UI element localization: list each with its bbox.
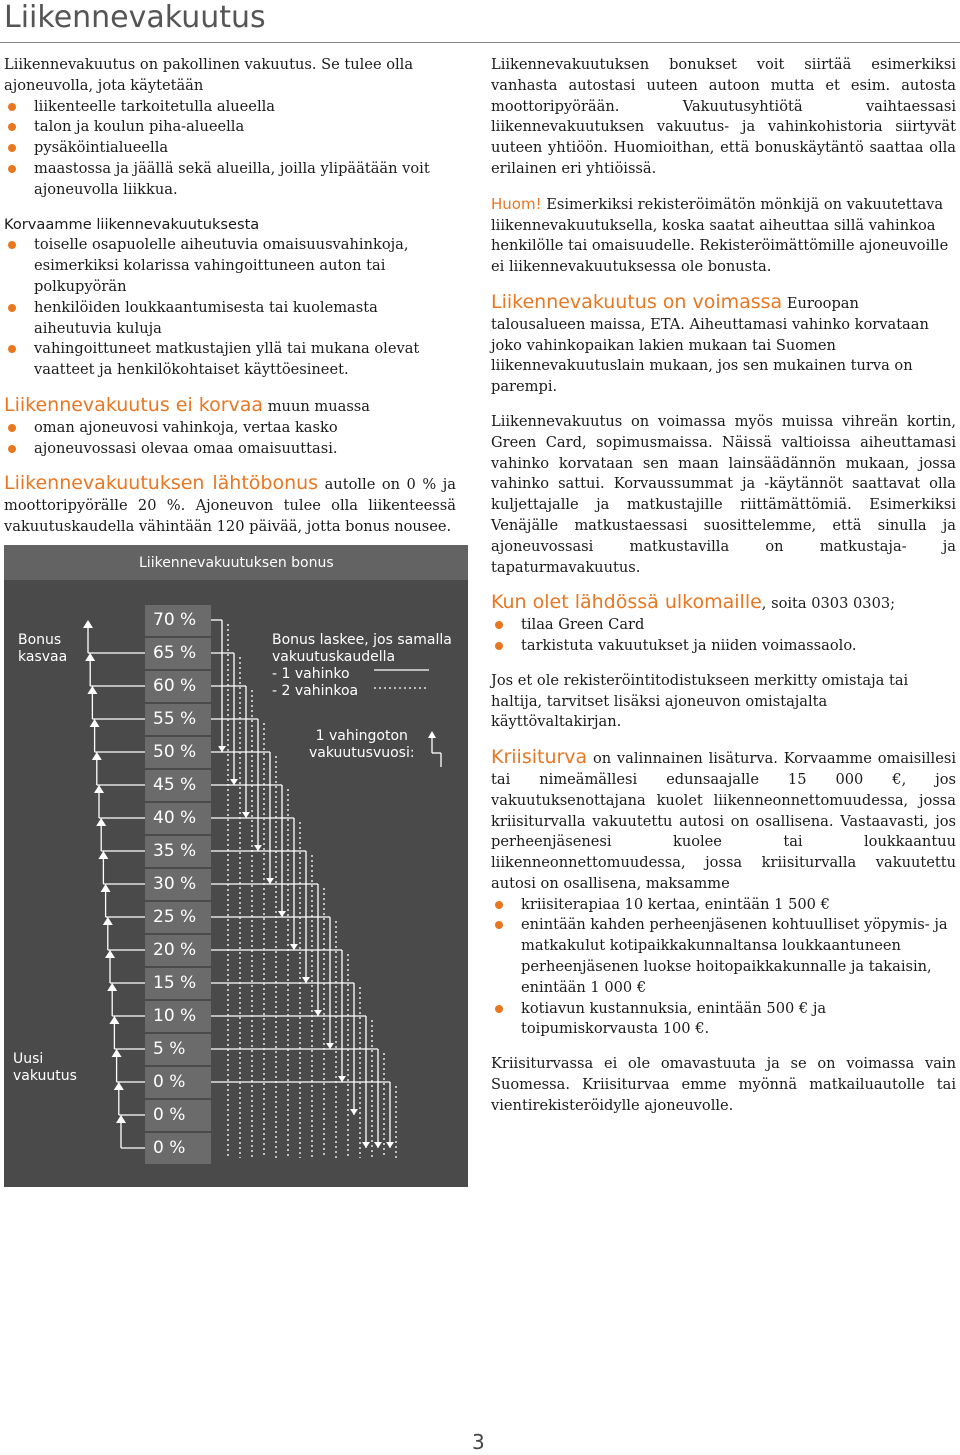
list-item: oman ajoneuvosi vahinkoja, vertaa kasko	[4, 418, 456, 439]
arrow-up-icon	[107, 983, 117, 991]
bonus-level: 0 %	[145, 1100, 211, 1131]
arrow-down-icon	[350, 1109, 358, 1115]
bonus-level: 65 %	[145, 638, 211, 669]
bonus-level: 55 %	[145, 704, 211, 735]
arrow-up-icon	[83, 620, 93, 628]
arrow-down-icon	[362, 1142, 370, 1148]
crisis-list	[491, 895, 956, 1041]
validity-tail: Euroopan talousalueen maissa, ETA. Aiheuttamasi vahinko korvataan joko vahinkopaikan lakien mukaan tai Suomen liikennevakuutuslain mukaan, jos sen mukainen turva on parempi.	[491, 294, 929, 396]
start-bonus-paragraph	[4, 473, 456, 537]
arrow-down-icon	[218, 746, 226, 752]
list-item: talon ja koulun piha-alueella	[4, 117, 456, 138]
bonus-level: 60 %	[145, 671, 211, 702]
arrow-up-icon	[90, 719, 100, 727]
bonus-level: 10 %	[145, 1001, 211, 1032]
owner-paragraph: Jos et ole rekisteröintitodistukseen merkitty omistaja tai haltija, tarvitset lisäksi ajoneuvon omistajalta käyttövaltakirjan.	[491, 671, 909, 731]
arrow-down-icon	[254, 845, 262, 851]
bonus-level: 0 %	[145, 1133, 211, 1164]
bonus-level: 15 %	[145, 968, 211, 999]
list-item: pysäköintialueella	[4, 138, 456, 159]
note-heading: Huom!	[491, 194, 542, 213]
arrow-down-icon	[230, 779, 238, 785]
arrow-up-icon	[112, 1049, 122, 1057]
exclusions-paragraph	[4, 395, 456, 418]
note-paragraph	[491, 194, 956, 278]
legend-one-claim: - 1 vahinko	[272, 666, 350, 682]
list-item: enintään kahden perheenjäsenen kohtuulliset yöpymis- ja matkakulut kotipaikkakunnaltansa loukkaantuneen perheenjäsenen luokse hoitopaikkakunnalle ja takaisin, enintään 1 000 €	[491, 915, 956, 998]
coverage-intro: Korvaamme liikennevakuutuksesta	[4, 215, 260, 233]
crisis-heading: Kriisiturva	[491, 746, 588, 769]
new-insurance-label: Uusi vakuutus	[13, 1051, 77, 1084]
start-bonus-heading: Liikennevakuutuksen lähtöbonus	[4, 472, 319, 495]
validity-paragraph	[491, 292, 956, 398]
chart-title: Liikennevakuutuksen bonus	[139, 555, 334, 571]
arrow-up-icon	[87, 686, 97, 694]
list-item: kriisiterapiaa 10 kertaa, enintään 1 500 €	[491, 895, 956, 916]
list-item: vahingoittuneet matkustajien yllä tai mukana olevat vaatteet ja henkilökohtaiset käyttöesineet.	[4, 339, 456, 381]
bonus-chart	[4, 545, 468, 1187]
crisis-paragraph	[491, 747, 956, 895]
usage-list	[4, 97, 456, 201]
list-item: tarkistuta vakuutukset ja niiden voimassaolo.	[491, 636, 956, 657]
abroad-paragraph	[491, 592, 956, 615]
bonus-transfer-paragraph: Liikennevakuutuksen bonukset voit siirtää esimerkiksi vanhasta autostasi uuteen autoon mutta et esim. autosta moottoripyörään. Vakuutusyhtiötä vaihtaessasi liikennevakuutuksen vakuutus- ja vahinkohistoria siirtyvät uuteen yhtiöön. Huomioithan, että bonuskäytäntö saattaa olla erilainen eri yhtiöissä.	[491, 56, 956, 177]
arrow-down-icon	[386, 1142, 394, 1148]
left-column	[4, 55, 456, 538]
crisis-terms-paragraph: Kriisiturvassa ei ole omavastuuta ja se on voimassa vain Suomessa. Kriisiturvaa emme myönnä matkailuautolle tai vientirekisteröidylle ajoneuvolle.	[491, 1055, 956, 1114]
page-title: Liikennevakuutus	[4, 0, 266, 35]
intro-text: Liikennevakuutus on pakollinen vakuutus. Se tulee olla ajoneuvolla, jota käytetään	[4, 56, 414, 94]
list-item: henkilöiden loukkaantumisesta tai kuolemasta aiheutuvia kuluja	[4, 298, 456, 340]
crisis-tail: on valinnainen lisäturva. Korvaamme omaisillesi tai nimeämällesi edunsaajalle 15 000 €, jos vakuutuksenottajana kuolet liikenneonnettomuudessa, jossa kriisiturvalla vakuutettu autosi on osallisena. Vastaavasti, jos perheenjäsenesi kuolee tai loukkaantuu liikenneonnettomuudessa, jossa kriisiturvalla vakuutettu autosi on osallisena, maksamme	[491, 750, 956, 892]
chart-legend	[272, 632, 462, 700]
arrow-up-icon	[103, 917, 113, 925]
arrow-up-icon	[114, 1082, 124, 1090]
arrow-down-icon	[338, 1076, 346, 1082]
arrow-up-icon	[428, 731, 436, 738]
arrow-down-icon	[242, 812, 250, 818]
bonus-level: 5 %	[145, 1034, 211, 1065]
claim-free-year-label: 1 vahingoton vakuutusvuosi:	[309, 728, 415, 761]
abroad-heading: Kun olet lähdössä ulkomaille	[491, 591, 762, 614]
arrow-down-icon	[290, 944, 298, 950]
list-item: toiselle osapuolelle aiheutuvia omaisuusvahinkoja, esimerkiksi kolarissa vahingoittuneen auton tai polkupyörän	[4, 235, 456, 297]
list-item: maastossa ja jäällä sekä alueilla, joilla ylipäätään voit ajoneuvolla liikkua.	[4, 159, 456, 201]
arrow-up-icon	[92, 752, 102, 760]
right-column	[491, 55, 956, 1117]
exclusions-list	[4, 418, 456, 460]
arrow-down-icon	[302, 977, 310, 983]
title-rule	[0, 42, 960, 43]
abroad-list	[491, 615, 956, 657]
bonus-level: 20 %	[145, 935, 211, 966]
bonus-level: 30 %	[145, 869, 211, 900]
bonus-level: 70 %	[145, 605, 211, 636]
note-tail: Esimerkiksi rekisteröimätön mönkijä on vakuutettava liikennevakuutuksella, koska saatat aiheuttaa sillä vahinkoa henkilölle tai omaisuudelle. Rekisteröimättömille ajoneuvoille ei liikennevakuutuksessa ole bonusta.	[491, 195, 949, 276]
legend-title: Bonus laskee, jos samalla vakuutuskaudella	[272, 632, 452, 665]
bonus-level: 0 %	[145, 1067, 211, 1098]
list-item: ajoneuvossasi olevaa omaa omaisuuttasi.	[4, 439, 456, 460]
bonus-level: 40 %	[145, 803, 211, 834]
bonus-level: 45 %	[145, 770, 211, 801]
start-bonus-tail: autolle on 0 % ja moottoripyörälle 20 %. Ajoneuvon tulee olla liikenteessä vakuutuskaudella vähintään 120 päivää, jotta bonus nousee.	[4, 476, 456, 535]
list-item: kotiavun kustannuksia, enintään 500 € ja toipumiskorvausta 100 €.	[491, 999, 956, 1041]
arrow-up-icon	[109, 1016, 119, 1024]
arrow-down-icon	[278, 911, 286, 917]
arrow-up-icon	[94, 785, 104, 793]
arrow-up-icon	[105, 950, 115, 958]
abroad-tail: , soita 0303 0303;	[761, 595, 896, 613]
arrow-up-icon	[101, 884, 111, 892]
bonus-level: 35 %	[145, 836, 211, 867]
arrow-up-icon	[98, 851, 108, 859]
bonus-level: 25 %	[145, 902, 211, 933]
bonus-level: 50 %	[145, 737, 211, 768]
arrow-up-icon	[96, 818, 106, 826]
green-card-paragraph: Liikennevakuutus on voimassa myös muissa vihreän kortin, Green Card, sopimusmaissa. Näissä valtioissa aiheuttamasi vahinko korvataan sen maan lainsäädännön mukaan, jossa vahinko sattui. Korvaussummat ja -käytännöt saattavat olla kuljettajalle ja matkustajille riittämättömiä. Esimerkiksi Venäjälle matkustaessasi suosittelemme, että sinulla ja ajoneuvossasi matkustavilla on matkustaja- ja tapaturmavakuutus.	[491, 412, 956, 576]
validity-heading: Liikennevakuutus on voimassa	[491, 290, 783, 313]
arrow-up-icon	[116, 1115, 126, 1123]
list-item: liikenteelle tarkoitetulla alueella	[4, 97, 456, 118]
exclusions-heading: Liikennevakuutus ei korvaa	[4, 393, 264, 416]
arrow-down-icon	[374, 1142, 382, 1148]
arrow-down-icon	[314, 1010, 322, 1016]
arrow-down-icon	[326, 1043, 334, 1049]
list-item: tilaa Green Card	[491, 615, 956, 636]
legend-two-claims: - 2 vahinkoa	[272, 683, 359, 699]
coverage-list	[4, 235, 456, 381]
arrow-up-icon	[85, 653, 95, 661]
bonus-up-label: Bonus kasvaa	[18, 632, 68, 665]
exclusions-tail: muun muassa	[263, 397, 370, 415]
page-number: 3	[472, 1430, 485, 1454]
arrow-down-icon	[266, 878, 274, 884]
